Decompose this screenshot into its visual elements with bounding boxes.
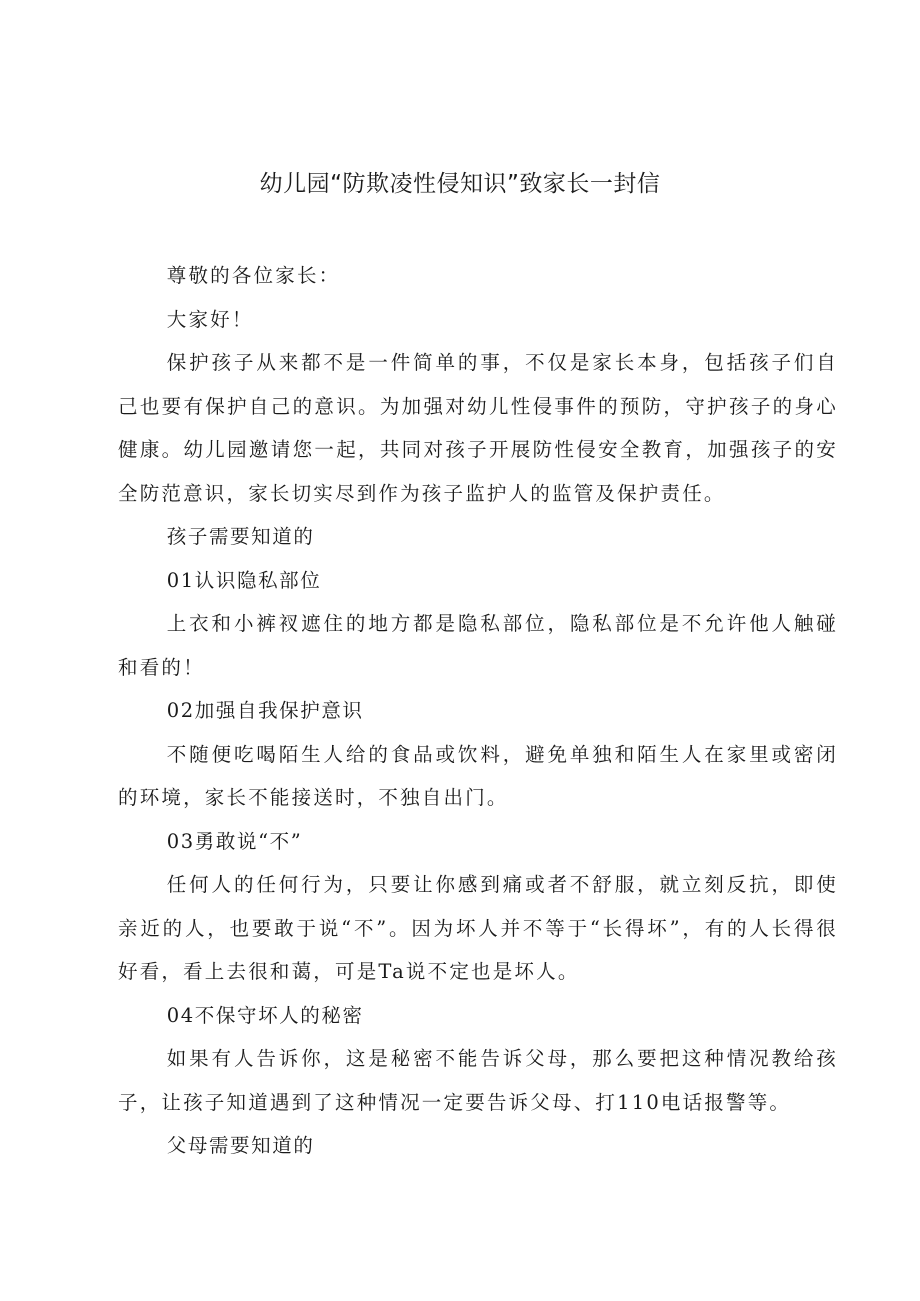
item-heading-04: 04不保守坏人的秘密 xyxy=(166,1003,364,1027)
item-heading-03: 03勇敢说“不” xyxy=(166,829,303,853)
intro-paragraph: 保护孩子从来都不是一件简单的事，不仅是家长本身，包括孩子们自己也要有保护自己的意识。为加强对幼儿性侵事件的预防，守护孩子的身心健康。幼儿园邀请您一起，共同对孩子开展防性侵安全教育，加强孩子的安全防范意识，家长切实尽到作为孩子监护人的监管及保护责任。 xyxy=(118,351,838,505)
section-heading-children: 孩子需要知道的 xyxy=(166,525,315,548)
item-paragraph-04: 如果有人告诉你，这是秘密不能告诉父母，那么要把这种情况教给孩子，让孩子知道遇到了这种情况一定要告诉父母、打110电话报警等。 xyxy=(118,1047,838,1114)
item-paragraph-01: 上衣和小裤衩遮住的地方都是隐私部位，隐私部位是不允许他人触碰和看的！ xyxy=(118,612,838,679)
item-heading-02: 02加强自我保护意识 xyxy=(166,699,364,722)
letter-body xyxy=(118,254,838,1168)
item-paragraph-02: 不随便吃喝陌生人给的食品或饮料，避免单独和陌生人在家里或密闭的环境，家长不能接送时，不独自出门。 xyxy=(118,742,838,809)
section-heading-parents: 父母需要知道的 xyxy=(166,1134,315,1157)
greeting: 大家好！ xyxy=(166,307,254,331)
document-title: 幼儿园“防欺凌性侵知识”致家长一封信 xyxy=(259,171,661,197)
item-heading-01: 01认识隐私部位 xyxy=(166,568,322,592)
salutation: 尊敬的各位家长： xyxy=(166,264,341,287)
item-paragraph-03: 任何人的任何行为，只要让你感到痛或者不舒服，就立刻反抗，即使亲近的人，也要敢于说“不”。因为坏人并不等于“长得坏”，有的人长得很好看，看上去很和蔼，可是Ta说不定也是坏人。 xyxy=(118,873,838,983)
